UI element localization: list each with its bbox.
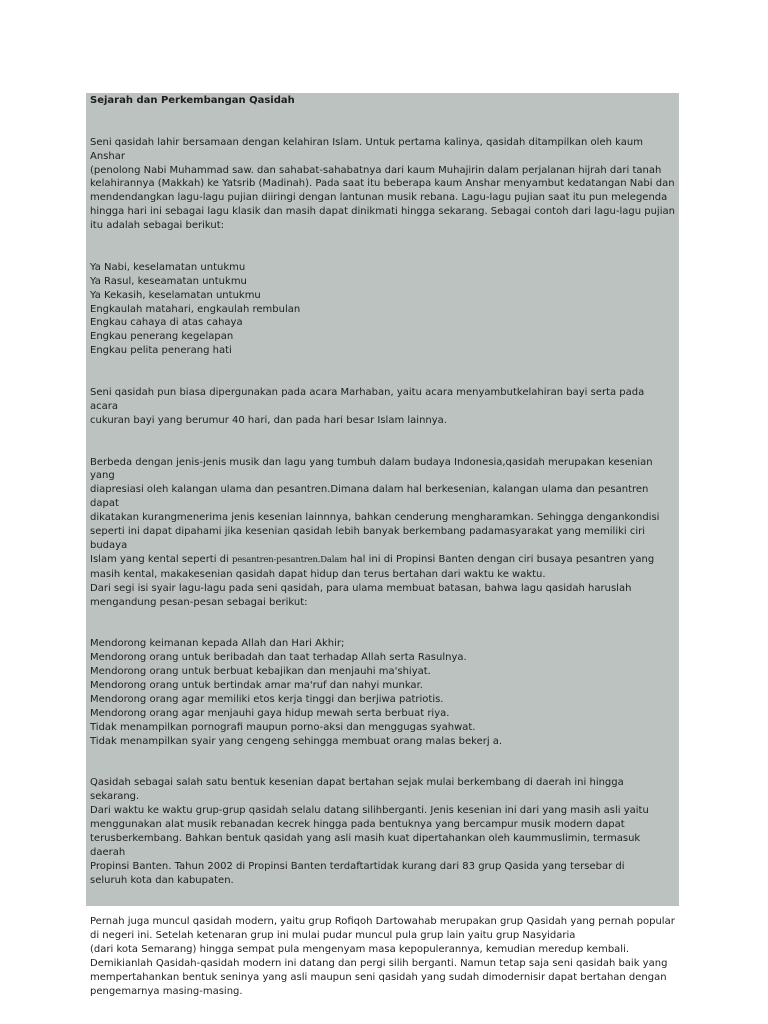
page-title: Sejarah dan Perkembangan Qasidah: [90, 95, 295, 106]
rule-item: Tidak menampilkan pornografi maupun porno-aksi dan menggugas syahwat.: [90, 721, 476, 733]
song-lyrics: [90, 261, 675, 358]
paragraph-pesantren: [90, 456, 675, 610]
rule-item: Mendorong keimanan kepada Allah dan Hari Akhir;: [90, 638, 345, 650]
paragraph-serif-text: pesantren-pesantren.Dalam: [231, 554, 348, 565]
paragraph-text: Berbeda dengan jenis-jenis musik dan lagu yang tumbuh dalam budaya Indonesia,qasidah merupakan kesenian yang diapresiasi oleh kalangan ulama dan pesantren.Dimana dalam hal berkesenian, kalangan ulama dan pesantren dapat dikatakan kurangmenerima jenis kesenian lainnnya, bahkan cenderung mengharamkan. Sehingga dengankondisi seperti ini dapat dipahami jika kesenian qasidah lebih banyak berkembang padamasyarakat yang memiliki ciri budaya Islam yang kental seperti di: [90, 456, 660, 565]
lyric-line: Ya Nabi, keselamatan untukmu: [90, 261, 246, 273]
rule-item: Mendorong orang untuk beribadah dan taat terhadap Allah serta Rasulnya.: [90, 652, 467, 664]
rule-item: Tidak menampilkan syair yang cengeng sehingga membuat orang malas bekerj a.: [90, 735, 503, 747]
paragraph-modern: Pernah juga muncul qasidah modern, yaitu grup Rofiqoh Dartowahab merupakan grup Qasidah yang pernah popular di negeri ini. Setelah ketenaran grup ini mulai pudar muncul pula grup lain yaitu grup Nasyidaria (dari kota Semarang) hingga sempat pula mengenyam masa kepopulerannya, kemudian meredup kembali. Demikianlah Qasidah-qasidah modern ini datang dan pergi silih berganti. Namun tetap saja seni qasidah baik yang mempertahankan bentuk seninya yang asli maupun seni qasidah yang sudah dimodernisir dapat bertahan dengan pengemarnya masing-masing.: [90, 916, 675, 997]
paragraph-marhaban: Seni qasidah pun biasa dipergunakan pada acara Marhaban, yaitu acara menyambutkelahiran bayi serta pada acara cukuran bayi yang berumur 40 hari, dan pada hari besar Islam lainnya.: [90, 386, 645, 426]
lyric-line: Ya Kekasih, keselamatan untukmu: [90, 289, 261, 301]
document-page: [86, 93, 679, 997]
lyric-line: Engkau cahaya di atas cahaya: [90, 317, 243, 329]
rule-item: Mendorong orang untuk berbuat kebajikan dan menjauhi ma'shiyat.: [90, 666, 431, 678]
paragraph-text: hal ini di Propinsi Banten dengan ciri busaya pesantren yang masih kental, makakesenian qasidah dapat hidup dan terus bertahan dari waktu ke waktu. Dari segi isi syair lagu-lagu pada seni qasidah, para ulama membuat batasan, bahwa lagu qasidah haruslah mengandung pesan-pesan sebagai berikut:: [90, 553, 655, 608]
rule-item: Mendorong orang agar menjauhi gaya hidup mewah serta berbuat riya.: [90, 707, 450, 719]
rules-list: [90, 637, 675, 748]
rule-item: Mendorong orang untuk bertindak amar ma'ruf dan nahyi munkar.: [90, 679, 423, 691]
lyric-line: Engkau pelita penerang hati: [90, 345, 232, 357]
paragraph-banten: Qasidah sebagai salah satu bentuk kesenian dapat bertahan sejak mulai berkembang di daerah ini hingga sekarang. Dari waktu ke waktu grup-grup qasidah selalu datang silihberganti. Jenis kesenian ini dari yang masih asli yaitu menggunakan alat musik rebanadan kecrek hingga pada bentuknya yang bercampur musik modern dapat terusberkembang. Bahkan bentuk qasidah yang asli masih kuat dipertahankan oleh kaummuslimin, termasuk daerah Propinsi Banten. Tahun 2002 di Propinsi Banten terdaftartidak kurang dari 83 grup Qasida yang tersebar di seluruh kota dan kabupaten.: [90, 777, 649, 886]
lyric-line: Engkaulah matahari, engkaulah rembulan: [90, 303, 301, 315]
paragraph-origin: Seni qasidah lahir bersamaan dengan kelahiran Islam. Untuk pertama kalinya, qasidah ditampilkan oleh kaum Anshar (penolong Nabi Muhammad saw. dan sahabat-sahabatnya dari kaum Muhajirin dalam perjalanan hijrah dari tanah kelahirannya (Makkah) ke Yatsrib (Madinah). Pada saat itu beberapa kaum Anshar menyambut kedatangan Nabi dan mendendangkan lagu-lagu pujian diiringi dengan lantunan musik rebana. Lagu-lagu pujian saat itu pun melegenda hingga hari ini sebagai lagu klasik dan masih dapat dinikmati hingga sekarang. Sebagai contoh dari lagu-lagu pujian itu adalah sebagai berikut:: [90, 136, 675, 232]
rule-item: Mendorong orang agar memiliki etos kerja tinggi dan berjiwa patriotis.: [90, 693, 444, 705]
lyric-line: Engkau penerang kegelapan: [90, 331, 234, 343]
lyric-line: Ya Rasul, keseamatan untukmu: [90, 275, 247, 287]
